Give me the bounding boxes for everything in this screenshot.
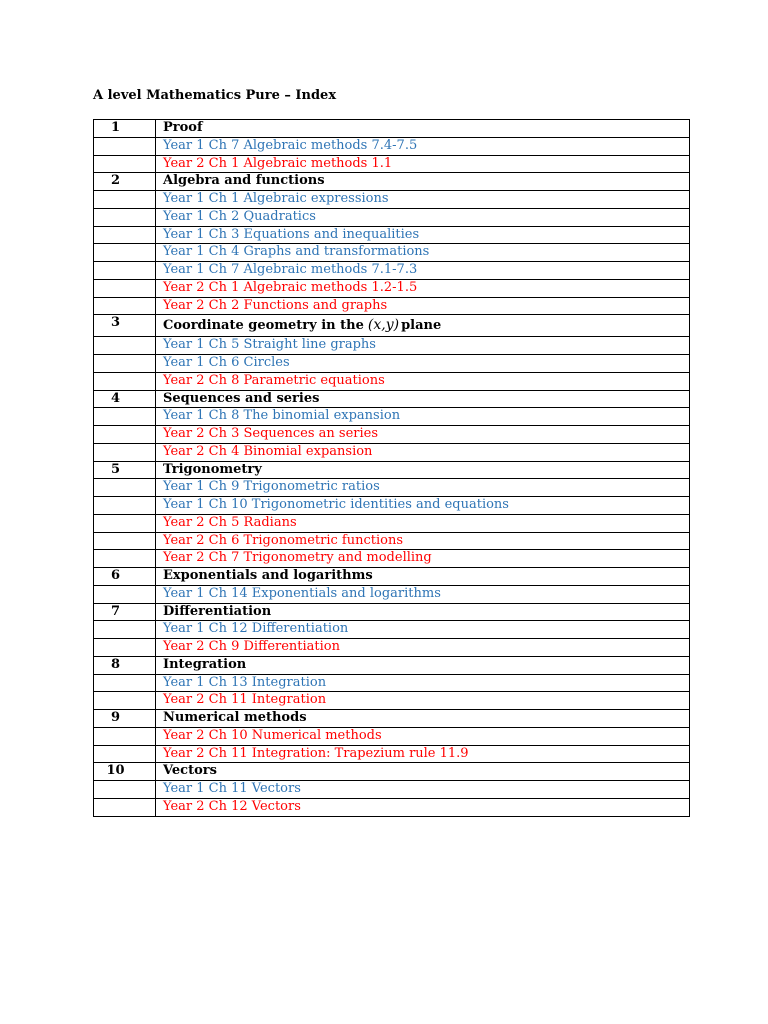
- empty-number-cell: [94, 639, 156, 657]
- empty-number-cell: [94, 479, 156, 497]
- empty-number-cell: [94, 745, 156, 763]
- section-heading-row: [94, 120, 690, 138]
- chapter-entry: Year 2 Ch 4 Binomial expansion: [156, 443, 690, 461]
- chapter-entry: Year 2 Ch 6 Trigonometric functions: [156, 532, 690, 550]
- chapter-entry: Year 2 Ch 1 Algebraic methods 1.1: [156, 155, 690, 173]
- empty-number-cell: [94, 208, 156, 226]
- empty-number-cell: [94, 226, 156, 244]
- section-number: 5: [94, 461, 156, 479]
- chapter-row: [94, 262, 690, 280]
- chapter-row: [94, 798, 690, 816]
- section-heading: [156, 763, 690, 781]
- section-heading-text: Algebra and functions: [163, 173, 325, 189]
- section-heading-suffix: plane: [401, 318, 442, 334]
- chapter-entry: Year 1 Ch 13 Integration: [156, 674, 690, 692]
- chapter-row: [94, 279, 690, 297]
- section-heading: [156, 120, 690, 138]
- chapter-entry: Year 1 Ch 3 Equations and inequalities: [156, 226, 690, 244]
- section-heading-text: Integration: [163, 656, 247, 672]
- empty-number-cell: [94, 621, 156, 639]
- empty-number-cell: [94, 155, 156, 173]
- empty-number-cell: [94, 337, 156, 355]
- section-heading-text: Exponentials and logarithms: [163, 568, 373, 583]
- section-heading-text: Numerical methods: [163, 710, 307, 725]
- document-title: A level Mathematics Pure – Index: [93, 88, 337, 103]
- empty-number-cell: [94, 443, 156, 461]
- chapter-row: [94, 781, 690, 799]
- chapter-row: [94, 532, 690, 550]
- chapter-entry: Year 1 Ch 1 Algebraic expressions: [156, 191, 690, 209]
- empty-number-cell: [94, 532, 156, 550]
- chapter-row: [94, 155, 690, 173]
- section-number: 9: [94, 710, 156, 728]
- section-number: 2: [94, 173, 156, 191]
- chapter-entry: Year 1 Ch 7 Algebraic methods 7.1-7.3: [156, 262, 690, 280]
- chapter-row: [94, 337, 690, 355]
- chapter-row: [94, 692, 690, 710]
- chapter-row: [94, 355, 690, 373]
- empty-number-cell: [94, 355, 156, 373]
- section-heading-row: [94, 568, 690, 586]
- empty-number-cell: [94, 408, 156, 426]
- section-heading-text: Proof: [163, 120, 203, 135]
- chapter-entry: Year 1 Ch 12 Differentiation: [156, 621, 690, 639]
- chapter-entry: Year 1 Ch 10 Trigonometric identities and equations: [156, 497, 690, 515]
- section-heading-row: [94, 461, 690, 479]
- chapter-row: [94, 550, 690, 568]
- chapter-row: [94, 297, 690, 315]
- section-heading-row: [94, 315, 690, 337]
- chapter-entry: Year 2 Ch 9 Differentiation: [156, 639, 690, 657]
- chapter-row: [94, 674, 690, 692]
- chapter-row: [94, 621, 690, 639]
- empty-number-cell: [94, 781, 156, 799]
- section-heading-row: [94, 603, 690, 621]
- empty-number-cell: [94, 279, 156, 297]
- chapter-entry: Year 2 Ch 11 Integration: [156, 692, 690, 710]
- empty-number-cell: [94, 372, 156, 390]
- section-number: 4: [94, 390, 156, 408]
- section-heading: [156, 173, 690, 191]
- section-heading: [156, 315, 690, 337]
- section-heading: [156, 710, 690, 728]
- section-heading-text: Coordinate geometry in the: [163, 318, 364, 334]
- empty-number-cell: [94, 137, 156, 155]
- section-heading-row: [94, 656, 690, 674]
- chapter-entry: Year 1 Ch 7 Algebraic methods 7.4-7.5: [156, 137, 690, 155]
- chapter-entry: Year 1 Ch 11 Vectors: [156, 781, 690, 799]
- section-heading-text: Trigonometry: [163, 461, 262, 477]
- chapter-entry: Year 1 Ch 2 Quadratics: [156, 208, 690, 226]
- section-number: 8: [94, 656, 156, 674]
- chapter-row: [94, 372, 690, 390]
- section-number: 10: [94, 763, 156, 781]
- chapter-row: [94, 408, 690, 426]
- chapter-entry: Year 1 Ch 14 Exponentials and logarithms: [156, 585, 690, 603]
- chapter-row: [94, 497, 690, 515]
- section-number: 6: [94, 568, 156, 586]
- chapter-entry: Year 2 Ch 10 Numerical methods: [156, 727, 690, 745]
- chapter-entry: Year 2 Ch 11 Integration: Trapezium rule 11.9: [156, 745, 690, 763]
- section-heading-row: [94, 763, 690, 781]
- chapter-entry: Year 2 Ch 12 Vectors: [156, 798, 690, 816]
- empty-number-cell: [94, 727, 156, 745]
- chapter-entry: Year 1 Ch 9 Trigonometric ratios: [156, 479, 690, 497]
- chapter-entry: Year 1 Ch 8 The binomial expansion: [156, 408, 690, 426]
- chapter-row: [94, 426, 690, 444]
- chapter-row: [94, 208, 690, 226]
- index-table: [93, 119, 690, 817]
- chapter-entry: Year 1 Ch 6 Circles: [156, 355, 690, 373]
- chapter-entry: Year 1 Ch 4 Graphs and transformations: [156, 244, 690, 262]
- empty-number-cell: [94, 798, 156, 816]
- empty-number-cell: [94, 514, 156, 532]
- index-table-body: [94, 120, 690, 817]
- section-number: 3: [94, 315, 156, 337]
- chapter-row: [94, 137, 690, 155]
- section-number: 7: [94, 603, 156, 621]
- section-heading: [156, 390, 690, 408]
- chapter-row: [94, 443, 690, 461]
- empty-number-cell: [94, 262, 156, 280]
- section-heading: [156, 656, 690, 674]
- chapter-entry: Year 2 Ch 8 Parametric equations: [156, 372, 690, 390]
- chapter-entry: Year 1 Ch 5 Straight line graphs: [156, 337, 690, 355]
- section-heading-row: [94, 173, 690, 191]
- chapter-row: [94, 745, 690, 763]
- section-heading-row: [94, 390, 690, 408]
- chapter-row: [94, 191, 690, 209]
- empty-number-cell: [94, 674, 156, 692]
- empty-number-cell: [94, 244, 156, 262]
- empty-number-cell: [94, 297, 156, 315]
- section-heading: [156, 461, 690, 479]
- chapter-row: [94, 244, 690, 262]
- chapter-row: [94, 639, 690, 657]
- coordinate-math-expression: (x,y): [367, 317, 400, 334]
- section-heading-text: Sequences and series: [163, 390, 320, 406]
- chapter-entry: Year 2 Ch 7 Trigonometry and modelling: [156, 550, 690, 568]
- chapter-row: [94, 727, 690, 745]
- chapter-entry: Year 2 Ch 2 Functions and graphs: [156, 297, 690, 315]
- section-heading: [156, 603, 690, 621]
- section-number: 1: [94, 120, 156, 138]
- section-heading-row: [94, 710, 690, 728]
- chapter-row: [94, 585, 690, 603]
- chapter-row: [94, 514, 690, 532]
- empty-number-cell: [94, 550, 156, 568]
- section-heading-text: Vectors: [163, 763, 217, 779]
- empty-number-cell: [94, 692, 156, 710]
- empty-number-cell: [94, 585, 156, 603]
- chapter-entry: Year 2 Ch 1 Algebraic methods 1.2-1.5: [156, 279, 690, 297]
- empty-number-cell: [94, 191, 156, 209]
- section-heading-text: Differentiation: [163, 603, 272, 619]
- empty-number-cell: [94, 497, 156, 515]
- empty-number-cell: [94, 426, 156, 444]
- section-heading: [156, 568, 690, 586]
- chapter-entry: Year 2 Ch 5 Radians: [156, 514, 690, 532]
- chapter-row: [94, 479, 690, 497]
- chapter-row: [94, 226, 690, 244]
- chapter-entry: Year 2 Ch 3 Sequences an series: [156, 426, 690, 444]
